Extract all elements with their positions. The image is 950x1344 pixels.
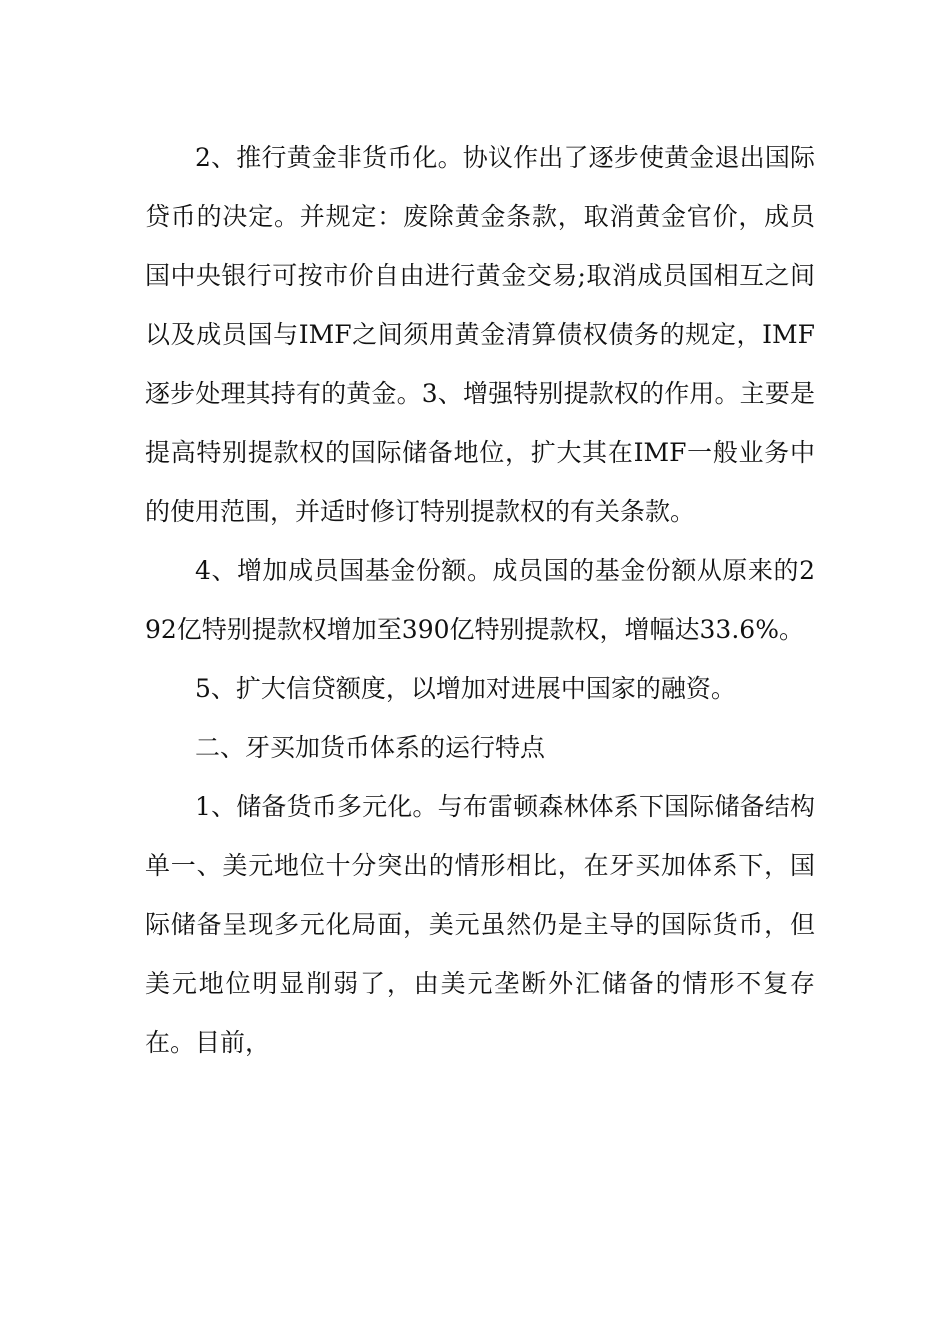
paragraph-reserve-diversification: 1、储备货币多元化。与布雷顿森林体系下国际储备结构单一、美元地位十分突出的情形相比，在牙买加体系下，国际储备呈现多元化局面，美元虽然仍是主导的国际货币，但美元地位明显削弱了，由美元垄断外汇储备的情形不复存在。目前，	[145, 792, 815, 1057]
paragraph-gold-demonetization: 2、推行黄金非货币化。协议作出了逐步使黄金退出国际贷币的决定。并规定：废除黄金条款，取消黄金官价，成员国中央银行可按市价自由进行黄金交易;取消成员国相互之间以及成员国与IMF之间须用黄金清算债权债务的规定，IMF逐步处理其持有的黄金。3、增强特别提款权的作用。主要是提高特别提款权的国际储备地位，扩大其在IMF一般业务中的使用范围，并适时修订特别提款权的有关条款。	[145, 143, 815, 526]
paragraph-member-quota: 4、增加成员国基金份额。成员国的基金份额从原来的292亿特别提款权增加至390亿特别提款权，增幅达33.6%。	[145, 556, 815, 644]
document-body	[145, 128, 815, 1072]
section-heading-jamaica-system: 二、牙买加货币体系的运行特点	[195, 733, 546, 762]
paragraph-credit-expansion: 5、扩大信贷额度，以增加对进展中国家的融资。	[195, 674, 736, 703]
